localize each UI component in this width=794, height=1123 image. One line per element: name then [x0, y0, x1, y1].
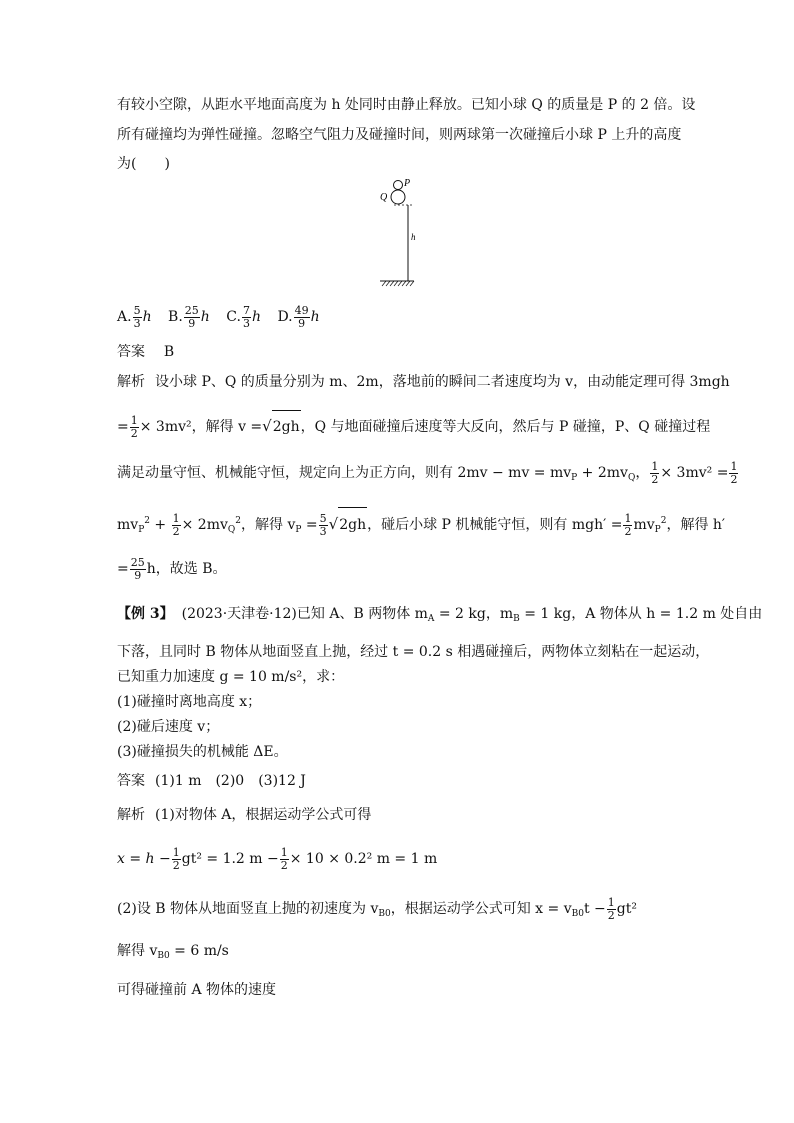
answer-value: B [163, 344, 175, 360]
question-3: (3)碰撞损失的机械能 ΔE。 [117, 744, 288, 760]
example-tag: 【例 3】 [117, 606, 174, 622]
analysis-2-line-5: 可得碰撞前 A 物体的速度 [117, 982, 277, 998]
analysis-2-line-2: x = h − $\frac{1}{2}$ gt² = 1.2 m − $\frac{1}{2}$ × 10 × 0.2² m = 1 m [117, 845, 438, 872]
ball-q [391, 190, 405, 204]
answer-2 [117, 772, 306, 790]
label-h: h [411, 232, 416, 242]
analysis-1-line-2: = $\frac{1}{2}$ × 3mv²，解得 v =√2gh，Q 与地面碰撞后速度等大反向，然后与 P 碰撞，P、Q 碰撞过程 [117, 410, 710, 442]
analysis-1-line-5: = $\frac{25}{9}$ h，故选 B。 [117, 555, 227, 582]
analysis-2-line-1: 解析 (1)对物体 A，根据运动学公式可得 [117, 807, 372, 823]
intro-line-3: 为( ) [117, 156, 170, 172]
label-q: Q [380, 192, 388, 203]
option-a: A. $\frac{5}{3}$ h [117, 303, 152, 330]
example-3-line-2: 下落，且同时 B 物体从地面竖直上抛，经过 t = 0.2 s 相遇碰撞后，两物体立刻粘在一起运动， [117, 644, 710, 660]
figure-diagram [372, 176, 442, 290]
analysis-label: 解析 [117, 374, 145, 390]
analysis-1-line-1: 解析 设小球 P、Q 的质量分别为 m、2m，落地前的瞬间二者速度均为 v，由动能定理可得 3mgh [117, 374, 730, 390]
analysis-1-line-3: 满足动量守恒、机械能守恒，规定向上为正方向，则有 2mv − mv = $mv_P + 2mv_Q$， $\frac{1}{2}$ × 3mv² = $\frac{1}{2}$ [117, 459, 738, 486]
analysis-1-line-4: $mv_P^2$ + $\frac{1}{2}$ × $2mv_Q^2$，解得 $v_P$ = $\frac{5}{3}$ √2gh，碰后小球 P 机械能守恒，则有 mgh′ = $\frac{1}{2}$ $mv_P^2$，解得 h′ [117, 504, 725, 538]
analysis-label: 解析 [117, 807, 145, 823]
option-b: B. $\frac{25}{9}$ h [168, 303, 210, 330]
example-3-line-3: 已知重力加速度 g = 10 m/s²，求： [117, 669, 345, 685]
question-2: (2)碰后速度 v； [117, 719, 220, 735]
ball-p [394, 181, 403, 190]
question-1: (1)碰撞时离地高度 x； [117, 694, 262, 710]
option-c: C. $\frac{7}{3}$ h [226, 303, 261, 330]
intro-line-2: 所有碰撞均为弹性碰撞。忽略空气阻力及碰撞时间，则两球第一次碰撞后小球 P 上升的高度 [117, 127, 682, 143]
label-p: P [404, 178, 411, 189]
analysis-2-line-3: (2)设 B 物体从地面竖直上抛的初速度为 $v_{B0}$，根据运动学公式可知 $x = v_{B0}t$ − $\frac{1}{2}$ gt² [117, 895, 637, 922]
option-d: D. $\frac{49}{9}$ h [277, 303, 320, 330]
example-3-line-1: 【例 3】 (2023·天津卷·12)已知 A、B 两物体 $m_A = 2$ kg，$m_B = 1$ kg，A 物体从 h = 1.2 m 处自由 [117, 606, 763, 624]
answer-value: (1)1 m (2)0 (3)12 J [155, 773, 306, 789]
answer-1 [117, 343, 174, 361]
options-row [117, 302, 320, 332]
intro-line-1: 有较小空隙，从距水平地面高度为 h 处同时由静止释放。已知小球 Q 的质量是 P 的 2 倍。设 [117, 97, 696, 113]
analysis-2-line-4: 解得 $v_{B0} = 6$ m/s [117, 943, 229, 961]
answer-label: 答案 [117, 773, 145, 789]
ground-hatch [382, 281, 414, 286]
answer-label: 答案 [117, 344, 145, 360]
